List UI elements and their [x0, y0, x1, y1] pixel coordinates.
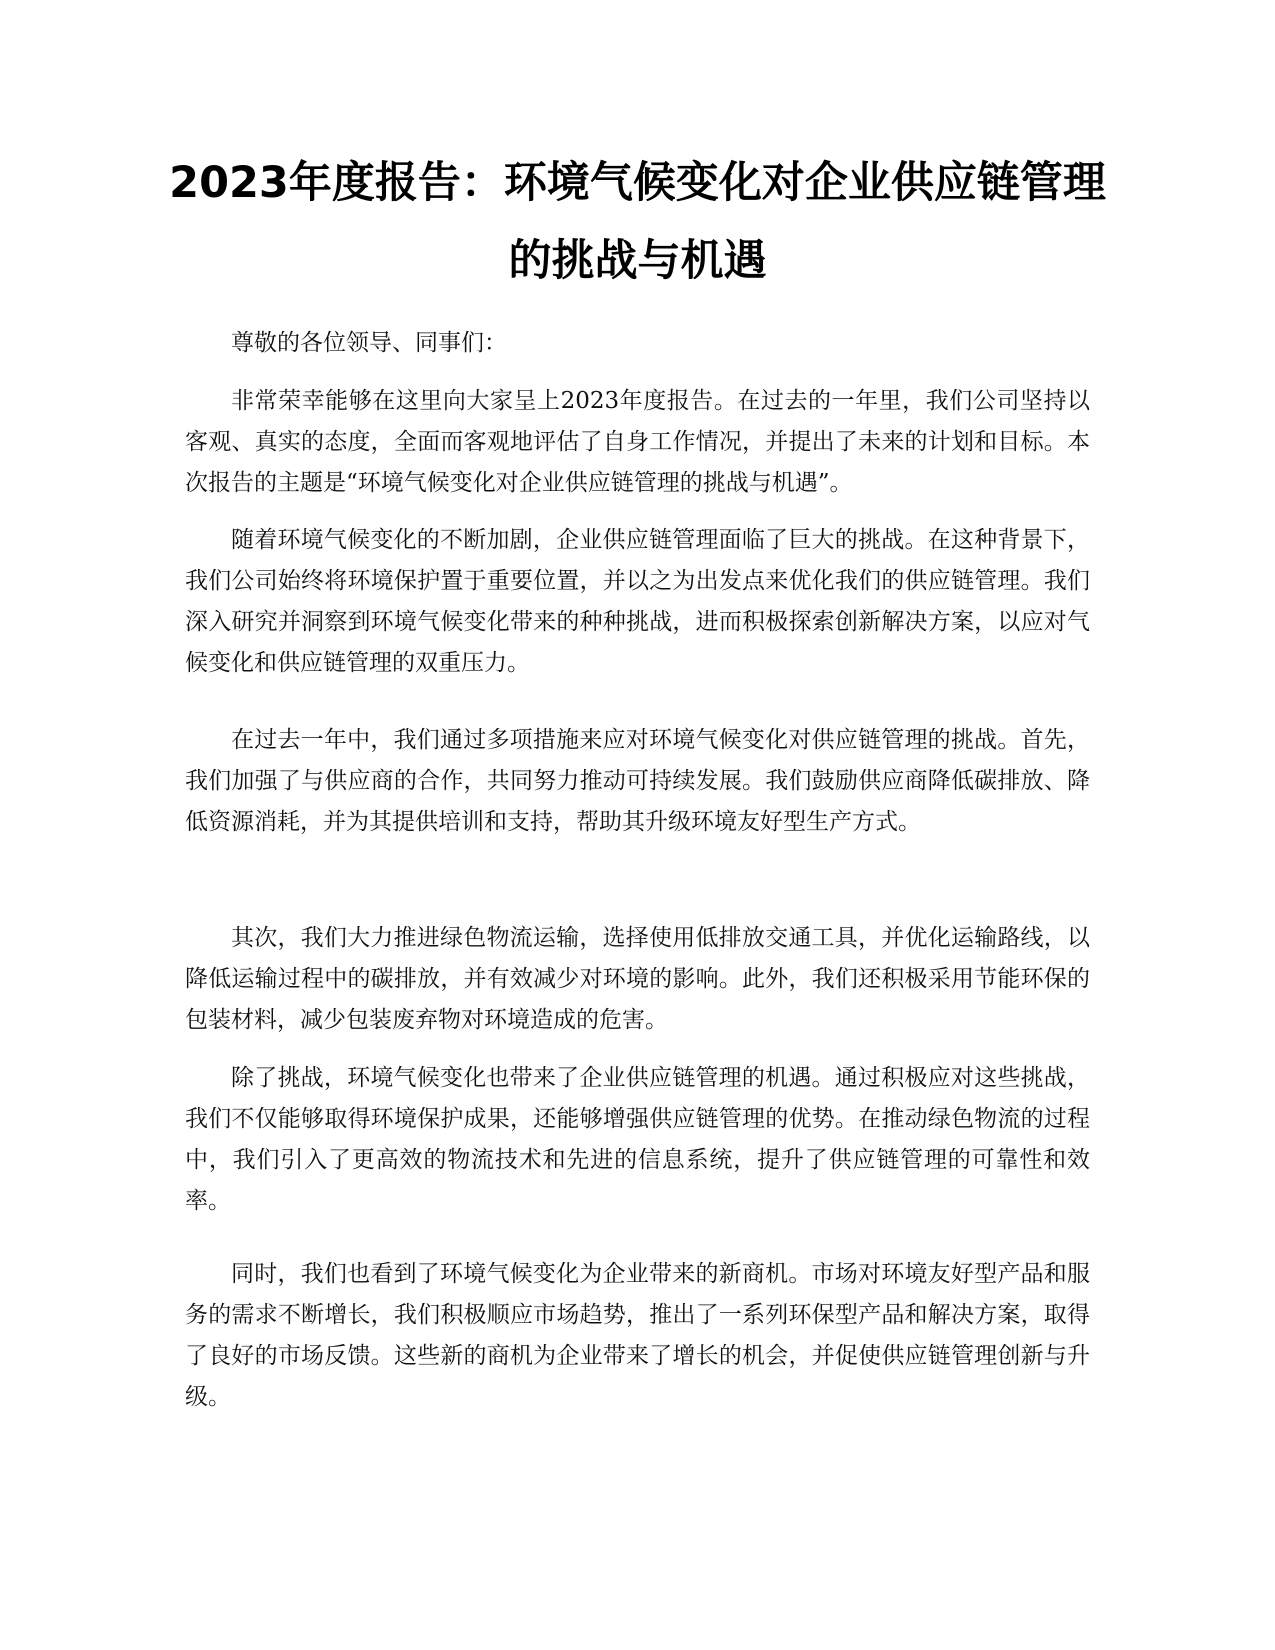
document-title: 2023年度报告：环境气候变化对企业供应链管理的挑战与机遇	[169, 158, 1106, 286]
paragraph-intro: 非常荣幸能够在这里向大家呈上2023年度报告。在过去的一年里，我们公司坚持以客观、真实的态度，全面而客观地评估了自身工作情况，并提出了未来的计划和目标。本次报告的主题是“环境气候变化对企业供应链管理的挑战与机遇”。	[185, 388, 1090, 496]
paragraph-supplier-measures: 在过去一年中，我们通过多项措施来应对环境气候变化对供应链管理的挑战。首先，我们加强了与供应商的合作，共同努力推动可持续发展。我们鼓励供应商降低碳排放、降低资源消耗，并为其提供培训和支持，帮助其升级环境友好型生产方式。	[185, 727, 1090, 835]
paragraph-challenges: 随着环境气候变化的不断加剧，企业供应链管理面临了巨大的挑战。在这种背景下，我们公司始终将环境保护置于重要位置，并以之为出发点来优化我们的供应链管理。我们深入研究并洞察到环境气候变化带来的种种挑战，进而积极探索创新解决方案，以应对气候变化和供应链管理的双重压力。	[185, 527, 1090, 676]
greeting: 尊敬的各位领导、同事们：	[231, 330, 507, 356]
paragraph-green-logistics: 其次，我们大力推进绿色物流运输，选择使用低排放交通工具，并优化运输路线，以降低运输过程中的碳排放，并有效减少对环境的影响。此外，我们还积极采用节能环保的包装材料，减少包装废弃物对环境造成的危害。	[185, 925, 1090, 1033]
paragraph-opportunities: 除了挑战，环境气候变化也带来了企业供应链管理的机遇。通过积极应对这些挑战，我们不仅能够取得环境保护成果，还能够增强供应链管理的优势。在推动绿色物流的过程中，我们引入了更高效的物流技术和先进的信息系统，提升了供应链管理的可靠性和效率。	[185, 1065, 1090, 1214]
paragraph-new-business: 同时，我们也看到了环境气候变化为企业带来的新商机。市场对环境友好型产品和服务的需求不断增长，我们积极顺应市场趋势，推出了一系列环保型产品和解决方案，取得了良好的市场反馈。这些新的商机为企业带来了增长的机会，并促使供应链管理创新与升级。	[185, 1261, 1090, 1410]
